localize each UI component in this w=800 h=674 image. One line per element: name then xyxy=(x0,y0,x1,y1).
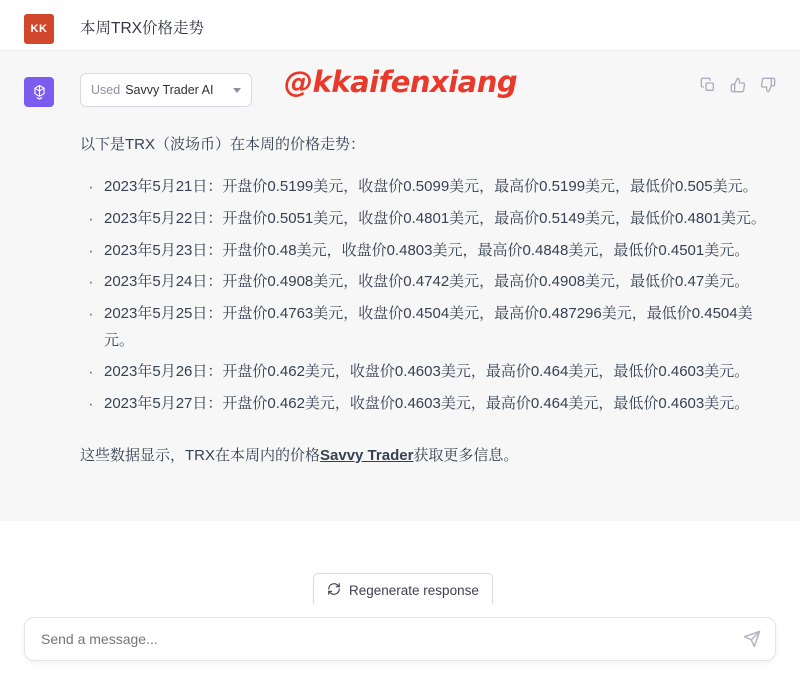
price-list xyxy=(80,174,776,418)
assistant-message-inner xyxy=(24,65,776,467)
user-avatar: KK xyxy=(24,14,54,44)
user-message-row xyxy=(0,0,800,51)
send-icon[interactable] xyxy=(743,630,761,648)
list-item: · 2023年5月22日：开盘价0.5051美元，收盘价0.4801美元，最高价0.5149美元，最低价0.4801美元。 xyxy=(102,206,776,233)
list-item: · 2023年5月21日：开盘价0.5199美元，收盘价0.5099美元，最高价0.5199美元，最低价0.505美元。 xyxy=(102,174,776,201)
assistant-message-block xyxy=(0,51,800,521)
plugin-row xyxy=(80,65,776,107)
composer-area xyxy=(0,604,800,674)
message-actions xyxy=(700,77,776,93)
chevron-down-icon xyxy=(233,88,241,93)
search-input[interactable] xyxy=(39,630,743,648)
watermark-text: @kkaifenxiang xyxy=(284,65,518,99)
list-item: · 2023年5月26日：开盘价0.462美元，收盘价0.4603美元，最高价0.464美元，最低价0.4603美元。 xyxy=(102,359,776,386)
plugin-selector[interactable] xyxy=(80,73,252,107)
list-item: · 2023年5月23日：开盘价0.48美元，收盘价0.4803美元，最高价0.4848美元，最低价0.4501美元。 xyxy=(102,238,776,265)
closing-prefix: 这些数据显示，TRX在本周内的价格 xyxy=(80,446,321,464)
scrollbar[interactable] xyxy=(796,0,800,674)
closing-suffix: 获取更多信息。 xyxy=(413,446,519,464)
thumbs-up-icon[interactable] xyxy=(730,77,746,93)
regenerate-response-button[interactable] xyxy=(313,573,493,607)
list-item: · 2023年5月24日：开盘价0.4908美元，收盘价0.4742美元，最高价0.4908美元，最低价0.47美元。 xyxy=(102,269,776,296)
plugin-used-label: Used xyxy=(91,83,121,97)
list-item: · 2023年5月27日：开盘价0.462美元，收盘价0.4603美元，最高价0.464美元，最低价0.4603美元。 xyxy=(102,391,776,418)
openai-logo-icon xyxy=(30,83,49,102)
plugin-name-label: Savvy Trader AI xyxy=(125,83,214,97)
composer[interactable] xyxy=(24,617,776,661)
user-message-text: 本周TRX价格走势 xyxy=(80,20,205,37)
assistant-closing-text xyxy=(80,444,776,467)
assistant-avatar xyxy=(24,77,54,107)
assistant-intro-text: 以下是TRX（波场币）在本周的价格走势： xyxy=(80,136,366,153)
assistant-content xyxy=(80,65,776,467)
refresh-icon xyxy=(327,582,341,599)
thumbs-down-icon[interactable] xyxy=(760,77,776,93)
copy-icon[interactable] xyxy=(700,77,716,93)
regenerate-label: Regenerate response xyxy=(349,582,479,598)
savvy-trader-link[interactable]: Savvy Trader xyxy=(320,446,414,464)
list-item: · 2023年5月25日：开盘价0.4763美元，收盘价0.4504美元，最高价0.487296美元，最低价0.4504美元。 xyxy=(102,301,776,354)
plugin-label-wrap xyxy=(91,83,213,97)
